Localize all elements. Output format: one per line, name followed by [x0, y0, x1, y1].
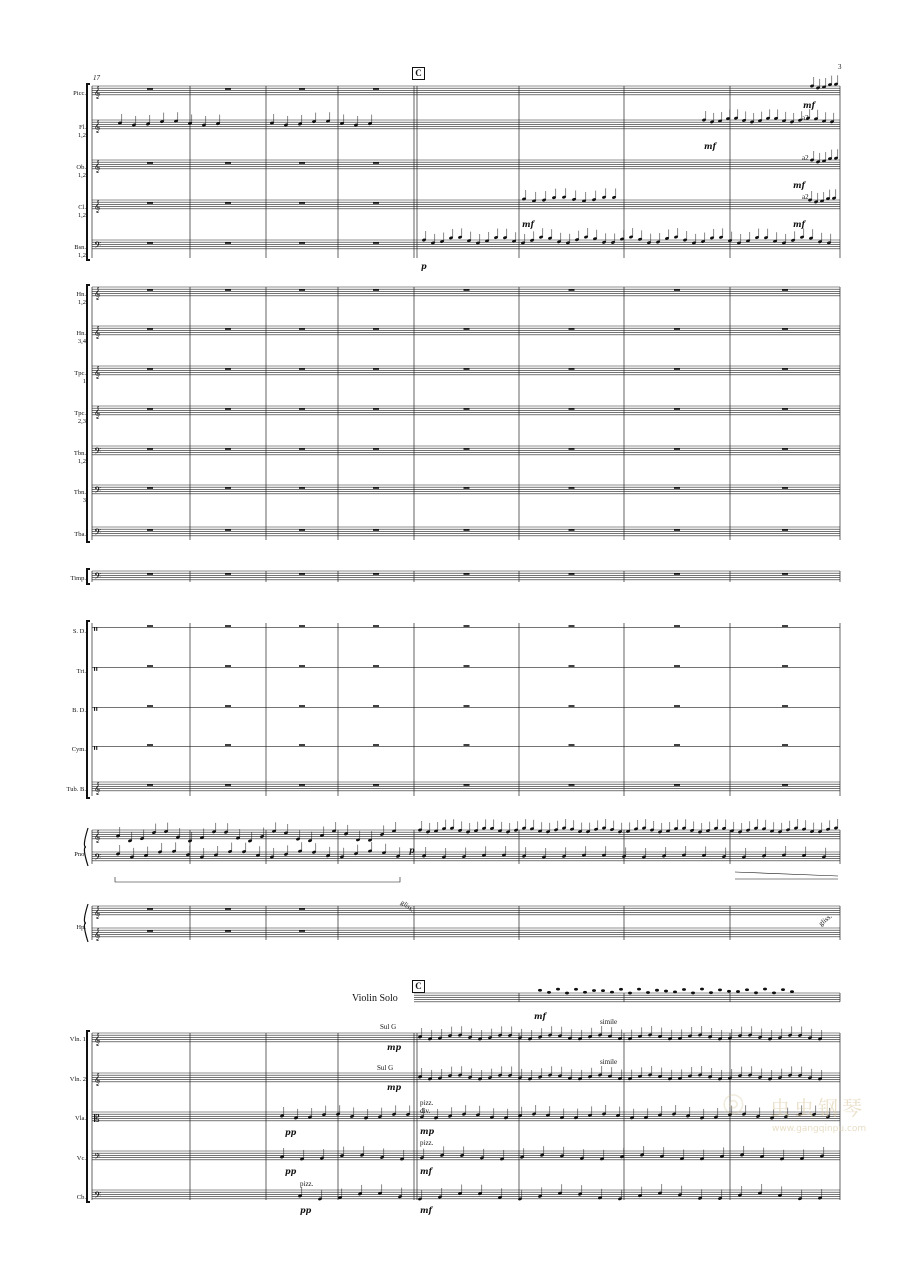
whole-rest: [674, 529, 680, 531]
whole-rest: [464, 289, 470, 291]
staff: [92, 160, 840, 169]
dynamic-mf-solo: mf: [534, 1011, 546, 1021]
dynamic-mf-cl2: mf: [793, 219, 805, 229]
clef-glyph: 𝄞: [94, 325, 101, 339]
label-tubb: Tub. B.: [66, 786, 86, 793]
whole-rest: [464, 784, 470, 786]
clef-glyph: 𝄥: [94, 702, 98, 716]
whole-rest: [569, 328, 575, 330]
clef-glyph: 𝄞: [94, 286, 101, 300]
whole-rest: [299, 529, 305, 531]
staff: [92, 1190, 840, 1199]
clef-glyph: 𝄢: [94, 1189, 102, 1203]
clef-glyph: 𝄞: [94, 829, 101, 843]
div-vla: div.: [420, 1107, 431, 1115]
whole-rest: [373, 202, 379, 204]
label-hn34: Hn. 3,4: [76, 330, 86, 345]
label-hn12: Hn. 1,2: [76, 291, 86, 306]
label-bd: B. D.: [72, 707, 86, 714]
a2-cl: a2: [802, 193, 809, 201]
whole-rest: [373, 665, 379, 667]
clef-glyph: 𝄞: [94, 159, 101, 173]
whole-rest: [674, 744, 680, 746]
staff: [92, 200, 840, 209]
whole-rest: [569, 368, 575, 370]
label-vln1: Vln. 1: [69, 1036, 86, 1043]
whole-rest: [782, 368, 788, 370]
whole-rest: [569, 529, 575, 531]
whole-rest: [674, 289, 680, 291]
whole-rest: [147, 744, 153, 746]
watermark-url: www.gangqinpu.com: [772, 1124, 867, 1134]
whole-rest: [147, 573, 153, 575]
whole-rest: [147, 162, 153, 164]
whole-rest: [569, 289, 575, 291]
sul-g-vln2: Sul G: [377, 1064, 394, 1072]
clef-glyph: 𝄢: [94, 445, 102, 459]
whole-rest: [225, 448, 231, 450]
whole-rest: [299, 242, 305, 244]
staff: [92, 287, 840, 296]
clef-glyph: 𝄥: [94, 622, 98, 636]
dynamic-pp-vc: pp: [285, 1166, 297, 1176]
whole-rest: [147, 328, 153, 330]
whole-rest: [373, 573, 379, 575]
clef-glyph: 𝄢: [94, 1152, 101, 1164]
whole-rest: [464, 705, 470, 707]
whole-rest: [225, 242, 231, 244]
clef-glyph: 𝄞: [94, 927, 101, 941]
whole-rest: [782, 784, 788, 786]
a2-fl: a2: [802, 114, 809, 122]
clef-glyph: 𝄢: [94, 484, 102, 498]
whole-rest: [674, 665, 680, 667]
woodwind-bracket: [87, 84, 90, 260]
dynamic-pp-cb: pp: [300, 1205, 312, 1215]
whole-rest: [225, 784, 231, 786]
note-head: [592, 989, 596, 992]
rehearsal-mark-top: C: [412, 67, 425, 80]
label-vla: Vla.: [74, 1115, 86, 1122]
label-vc: Vc.: [76, 1155, 86, 1162]
whole-rest: [464, 665, 470, 667]
whole-rest: [373, 408, 379, 410]
whole-rest: [373, 744, 379, 746]
staff: [92, 406, 840, 415]
staff: [92, 446, 840, 455]
dynamic-p-bsn: p: [421, 261, 427, 271]
label-tbn3: Tbn. 3: [73, 489, 86, 504]
whole-rest: [373, 705, 379, 707]
whole-rest: [782, 529, 788, 531]
whole-rest: [464, 744, 470, 746]
measure-number: 17: [93, 74, 100, 82]
whole-rest: [299, 625, 305, 627]
dynamic-p-pno: p: [409, 845, 415, 855]
clefs: [94, 86, 101, 1203]
whole-rest: [373, 487, 379, 489]
note-head: [754, 991, 758, 994]
label-timp: Timp.: [70, 575, 86, 582]
page-number: 3: [838, 63, 842, 71]
staff: [92, 1073, 840, 1082]
strings-bracket: [87, 1031, 90, 1202]
label-picc: Picc.: [73, 90, 86, 97]
watermark-logo: ◎: [722, 1088, 745, 1118]
whole-rest: [147, 448, 153, 450]
perc-bracket: [87, 621, 90, 798]
clef-glyph: 𝄞: [94, 85, 101, 99]
whole-rest: [674, 573, 680, 575]
whole-rest: [225, 487, 231, 489]
whole-rest: [782, 625, 788, 627]
whole-rest: [147, 202, 153, 204]
whole-rest: [147, 487, 153, 489]
whole-rest: [147, 408, 153, 410]
note-head: [565, 992, 569, 995]
whole-rest: [782, 665, 788, 667]
watermark-text: 虫虫钢琴: [770, 1096, 866, 1120]
whole-rest: [569, 744, 575, 746]
whole-rest: [299, 328, 305, 330]
whole-rest: [299, 487, 305, 489]
whole-rest: [225, 529, 231, 531]
staff: [92, 1151, 840, 1160]
whole-rest: [147, 529, 153, 531]
note-head: [610, 991, 614, 994]
a2-ob: a2: [802, 154, 809, 162]
label-fl: Fl. 1,2: [77, 124, 86, 139]
whole-rest: [299, 930, 305, 932]
rehearsal-mark-strings: C: [412, 980, 425, 993]
whole-rest: [225, 908, 231, 910]
whole-rest: [299, 448, 305, 450]
whole-rest: [299, 744, 305, 746]
note-head: [601, 989, 605, 992]
whole-rest: [674, 448, 680, 450]
note-head: [727, 990, 731, 993]
note-head: [673, 990, 677, 993]
whole-rest: [299, 705, 305, 707]
brass-bracket: [87, 285, 90, 542]
clef-glyph: 𝄞: [94, 1072, 101, 1086]
whole-rest: [569, 784, 575, 786]
staff-lines: [92, 86, 840, 1199]
note-head: [763, 988, 767, 991]
whole-rest: [225, 744, 231, 746]
whole-rest: [373, 368, 379, 370]
whole-rest: [225, 289, 231, 291]
clef-glyph: 𝄢: [94, 239, 102, 253]
simile-vln2: simile: [600, 1058, 618, 1066]
label-cl: Cl. 1,2: [77, 204, 86, 219]
whole-rest: [373, 88, 379, 90]
whole-rest: [373, 328, 379, 330]
note-head: [574, 988, 578, 991]
note-head: [628, 992, 632, 995]
whole-rest: [147, 242, 153, 244]
staff: [92, 830, 840, 839]
whole-rest: [373, 784, 379, 786]
note-head: [637, 988, 641, 991]
whole-rest: [569, 625, 575, 627]
whole-rest: [569, 487, 575, 489]
simile-vln1: simile: [600, 1018, 618, 1026]
whole-rest: [147, 289, 153, 291]
label-bsn: Bsn. 1,2: [74, 244, 86, 259]
staff: [92, 86, 840, 95]
whole-rest: [373, 242, 379, 244]
whole-rest: [373, 625, 379, 627]
whole-rest: [299, 162, 305, 164]
whole-rest: [225, 573, 231, 575]
whole-rest: [299, 784, 305, 786]
staff: [92, 240, 840, 249]
clef-glyph: 𝄞: [94, 781, 101, 795]
whole-rest: [674, 368, 680, 370]
staff: [92, 928, 840, 937]
gliss-hp-2: gliss.: [817, 912, 834, 928]
gliss-hp-1: gliss.: [399, 898, 416, 914]
dynamic-mf-picc: mf: [803, 100, 815, 110]
staff: [92, 571, 840, 580]
label-ob: Ob. 1,2: [76, 164, 86, 179]
whole-rest: [225, 665, 231, 667]
label-tbn12: Tbn. 1,2: [73, 450, 86, 465]
label-hp: Hp.: [76, 924, 86, 931]
whole-rest: [299, 202, 305, 204]
whole-rest: [299, 573, 305, 575]
clef-glyph: 𝄢: [94, 851, 102, 865]
whole-rest: [299, 289, 305, 291]
clef-glyph: 𝄥: [94, 662, 98, 676]
note-head: [736, 990, 740, 993]
dynamic-mp-vla: mp: [420, 1126, 435, 1136]
whole-rest: [464, 573, 470, 575]
staff: [92, 782, 840, 791]
dynamic-mf-ob: mf: [793, 180, 805, 190]
clef-glyph: 𝄞: [94, 199, 101, 213]
staff: [92, 485, 840, 494]
pedal-line: [115, 877, 400, 882]
whole-rest: [674, 487, 680, 489]
clef-glyph: 𝄢: [94, 526, 102, 540]
whole-rest: [464, 408, 470, 410]
whole-rest: [373, 529, 379, 531]
note-head: [556, 988, 560, 991]
label-tri: Tri.: [76, 668, 86, 675]
whole-rest: [464, 368, 470, 370]
whole-rests: [147, 88, 788, 932]
harp-brace: [84, 904, 88, 942]
whole-rest: [569, 573, 575, 575]
note-head: [691, 992, 695, 995]
whole-rest: [373, 448, 379, 450]
whole-rest: [225, 705, 231, 707]
note-head: [619, 988, 623, 991]
note-head: [655, 989, 659, 992]
whole-rest: [147, 368, 153, 370]
note-head: [547, 991, 551, 994]
whole-rest: [782, 744, 788, 746]
clef-glyph: 𝄥: [94, 741, 98, 755]
label-tba: Tba.: [74, 531, 86, 538]
whole-rest: [147, 88, 153, 90]
whole-rest: [225, 88, 231, 90]
whole-rest: [147, 908, 153, 910]
whole-rest: [782, 487, 788, 489]
note-head: [709, 991, 713, 994]
whole-rest: [464, 625, 470, 627]
dynamic-mf-vc: mf: [420, 1166, 432, 1176]
dynamic-mf-fl: mf: [704, 141, 716, 151]
note-head: [790, 990, 794, 993]
clef-glyph: 𝄞: [94, 905, 101, 919]
whole-rest: [569, 705, 575, 707]
pizz-vc: pizz.: [420, 1139, 434, 1147]
staff: [92, 1033, 840, 1042]
note-head: [781, 988, 785, 991]
dynamic-mf-cl1: mf: [522, 219, 534, 229]
staff: [92, 326, 840, 335]
whole-rest: [782, 328, 788, 330]
whole-rest: [569, 448, 575, 450]
whole-rest: [225, 930, 231, 932]
note-head: [745, 988, 749, 991]
whole-rest: [782, 448, 788, 450]
note-head: [700, 988, 704, 991]
whole-rest: [782, 705, 788, 707]
note-head: [646, 991, 650, 994]
piano-brace: [84, 828, 88, 866]
violin-solo-label: Violin Solo: [352, 993, 398, 1004]
whole-rest: [569, 408, 575, 410]
whole-rest: [225, 328, 231, 330]
whole-rest: [299, 408, 305, 410]
label-sd: S. D.: [72, 628, 86, 635]
whole-rest: [147, 930, 153, 932]
pizz-cb: pizz.: [300, 1180, 314, 1188]
sul-g-vln1: Sul G: [380, 1023, 397, 1031]
whole-rest: [373, 162, 379, 164]
hairpin: [735, 872, 838, 879]
clef-glyph: 𝄞: [94, 1032, 101, 1046]
timp-bracket: [87, 569, 90, 584]
whole-rest: [147, 784, 153, 786]
dynamic-pp-vla: pp: [285, 1127, 297, 1137]
label-cym: Cym.: [71, 746, 86, 753]
note-head: [682, 988, 686, 991]
whole-rest: [299, 665, 305, 667]
whole-rest: [464, 529, 470, 531]
staff: [92, 527, 840, 536]
whole-rest: [464, 448, 470, 450]
dynamic-mp-vln1: mp: [387, 1042, 402, 1052]
dynamic-mp-vln2: mp: [387, 1082, 402, 1092]
whole-rest: [225, 162, 231, 164]
whole-rest: [782, 408, 788, 410]
staff: [92, 366, 840, 375]
solo-staff: [414, 993, 840, 1002]
note-head: [583, 991, 587, 994]
whole-rest: [299, 368, 305, 370]
whole-rest: [782, 289, 788, 291]
label-cb: Cb.: [76, 1194, 86, 1201]
label-tpc23: Tpc. 2,3: [74, 410, 86, 425]
note-head: [718, 989, 722, 992]
whole-rest: [299, 908, 305, 910]
label-pno: Pno.: [74, 851, 86, 858]
whole-rest: [674, 625, 680, 627]
note-head: [664, 990, 668, 993]
whole-rest: [147, 705, 153, 707]
whole-rest: [225, 202, 231, 204]
clef-glyph: 𝄞: [94, 119, 101, 133]
clef-glyph: 𝄞: [94, 405, 101, 419]
whole-rest: [147, 665, 153, 667]
whole-rest: [147, 625, 153, 627]
staff: [92, 906, 840, 915]
dynamic-mf-cb: mf: [420, 1205, 432, 1215]
pizz-vla: pizz.: [420, 1099, 434, 1107]
whole-rest: [373, 289, 379, 291]
note-head: [538, 989, 542, 992]
label-vln2: Vln. 2: [69, 1076, 86, 1083]
note-head: [772, 991, 776, 994]
whole-rest: [464, 328, 470, 330]
label-tpc1: Tpc. 1: [74, 370, 86, 385]
whole-rest: [674, 705, 680, 707]
whole-rest: [674, 328, 680, 330]
whole-rest: [569, 665, 575, 667]
clef-glyph: 𝄞: [94, 365, 101, 379]
whole-rest: [674, 784, 680, 786]
whole-rest: [225, 625, 231, 627]
whole-rest: [225, 408, 231, 410]
clef-glyph: 𝄢: [94, 570, 102, 584]
clef-glyph: 𝄡: [94, 1113, 100, 1125]
whole-rest: [674, 408, 680, 410]
whole-rest: [464, 487, 470, 489]
whole-rest: [225, 368, 231, 370]
whole-rest: [299, 88, 305, 90]
whole-rest: [782, 573, 788, 575]
